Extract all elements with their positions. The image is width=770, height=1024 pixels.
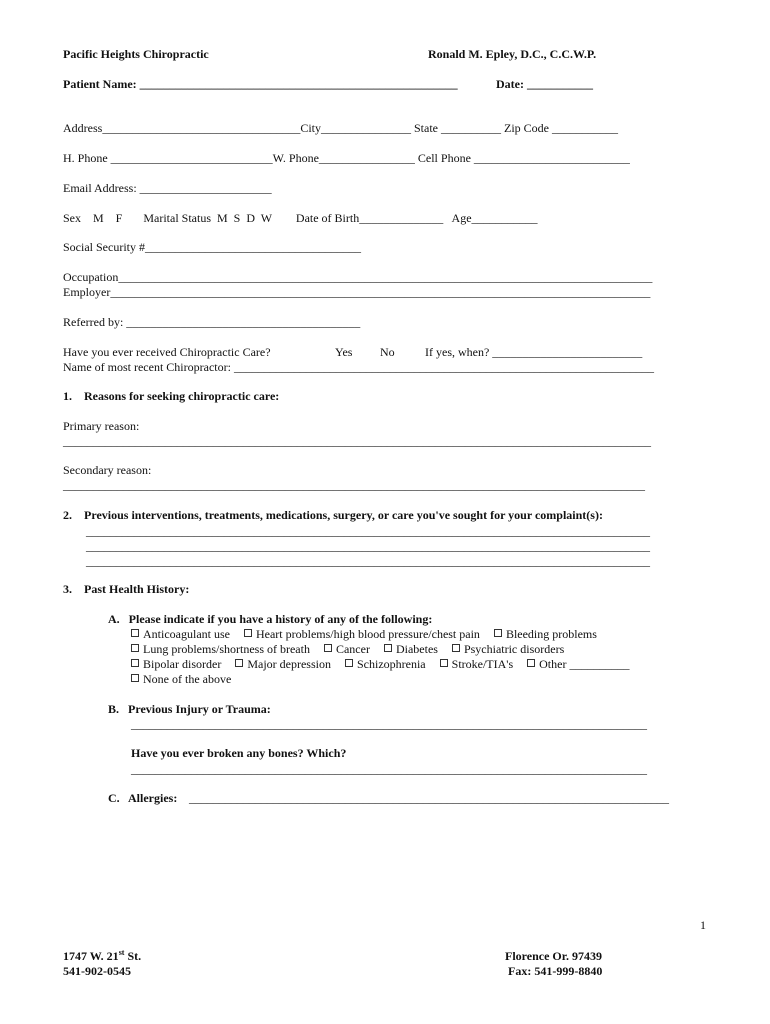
chiro-care-question: Have you ever received Chiropractic Care? <box>63 345 271 359</box>
conditions-row <box>131 672 245 687</box>
checkbox-icon[interactable] <box>452 644 460 652</box>
chiro-when-field[interactable]: If yes, when? _________________________ <box>425 345 643 359</box>
condition-checkbox[interactable]: Lung problems/shortness of breath <box>131 642 310 656</box>
allergies-label: C. Allergies: <box>108 791 178 805</box>
checkbox-icon[interactable] <box>131 674 139 682</box>
checkbox-icon[interactable] <box>244 629 252 637</box>
referred-by-field[interactable]: Referred by: _______________________________________ <box>63 315 361 329</box>
phone-row[interactable]: H. Phone ___________________________W. Phone________________ Cell Phone __________________________ <box>63 151 630 165</box>
checkbox-icon[interactable] <box>324 644 332 652</box>
condition-checkbox[interactable]: Major depression <box>235 657 331 671</box>
conditions-row <box>131 642 578 657</box>
checkbox-icon[interactable] <box>440 659 448 667</box>
address-row[interactable]: Address_________________________________City_______________ State __________ Zip Code ___________ <box>63 121 618 135</box>
checkbox-icon[interactable] <box>235 659 243 667</box>
chiro-no-option[interactable]: No <box>380 345 395 359</box>
checkbox-icon[interactable] <box>131 644 139 652</box>
primary-reason-label: Primary reason: <box>63 419 140 433</box>
broken-bones-question: Have you ever broken any bones? Which? <box>131 746 347 760</box>
patient-name-field[interactable]: Patient Name: _____________________________________________________ <box>63 77 458 91</box>
condition-checkbox[interactable]: Bleeding problems <box>494 627 597 641</box>
section1-heading: 1. Reasons for seeking chiropractic care: <box>63 389 280 403</box>
primary-reason-line[interactable]: __________________________________________________________________________________________________ <box>63 434 651 448</box>
checkbox-icon[interactable] <box>131 659 139 667</box>
condition-checkbox[interactable]: Diabetes <box>384 642 438 656</box>
section3a-heading: A. Please indicate if you have a history of any of the following: <box>108 612 433 626</box>
footer-phone: 541-902-0545 <box>63 964 131 978</box>
chiro-yes-option[interactable]: Yes <box>335 345 353 359</box>
email-field[interactable]: Email Address: ______________________ <box>63 181 272 195</box>
interventions-line-3[interactable]: ______________________________________________________________________________________________ <box>86 554 650 568</box>
injury-line[interactable]: ______________________________________________________________________________________ <box>131 717 647 731</box>
checkbox-icon[interactable] <box>345 659 353 667</box>
sex-marital-dob-row[interactable]: Sex M F Marital Status M S D W Date of Birth______________ Age___________ <box>63 211 538 225</box>
condition-checkbox[interactable]: Cancer <box>324 642 370 656</box>
checkbox-icon[interactable] <box>384 644 392 652</box>
footer-address: 1747 W. 21st St. <box>63 948 142 963</box>
footer-fax: Fax: 541-999-8840 <box>508 964 603 978</box>
condition-checkbox[interactable]: Stroke/TIA's <box>440 657 514 671</box>
conditions-row <box>131 627 611 642</box>
condition-checkbox[interactable]: Bipolar disorder <box>131 657 221 671</box>
checkbox-icon[interactable] <box>527 659 535 667</box>
recent-chiropractor-field[interactable]: Name of most recent Chiropractor: ______________________________________________________________________ <box>63 360 654 374</box>
secondary-reason-label: Secondary reason: <box>63 463 152 477</box>
date-field[interactable]: Date: ___________ <box>496 77 593 91</box>
section3b-heading: B. Previous Injury or Trauma: <box>108 702 271 716</box>
interventions-line-2[interactable]: ______________________________________________________________________________________________ <box>86 539 650 553</box>
section3-heading: 3. Past Health History: <box>63 582 190 596</box>
broken-bones-line[interactable]: ______________________________________________________________________________________ <box>131 762 647 776</box>
allergies-line[interactable]: ________________________________________________________________________________ <box>189 791 669 805</box>
doctor-name: Ronald M. Epley, D.C., C.C.W.P. <box>428 47 597 61</box>
occupation-field[interactable]: Occupation_________________________________________________________________________________________ <box>63 270 653 284</box>
page-number: 1 <box>700 918 706 932</box>
condition-checkbox[interactable]: Schizophrenia <box>345 657 426 671</box>
practice-name: Pacific Heights Chiropractic <box>63 47 209 61</box>
condition-checkbox[interactable]: Other __________ <box>527 657 629 671</box>
checkbox-icon[interactable] <box>494 629 502 637</box>
checkbox-icon[interactable] <box>131 629 139 637</box>
condition-checkbox[interactable]: None of the above <box>131 672 231 686</box>
section2-heading: 2. Previous interventions, treatments, medications, surgery, or care you've sought for your complaint(s): <box>63 508 603 522</box>
conditions-row <box>131 657 643 672</box>
ssn-field[interactable]: Social Security #____________________________________ <box>63 240 361 254</box>
condition-checkbox[interactable]: Psychiatric disorders <box>452 642 564 656</box>
interventions-line-1[interactable]: ______________________________________________________________________________________________ <box>86 524 650 538</box>
condition-checkbox[interactable]: Anticoagulant use <box>131 627 230 641</box>
condition-checkbox[interactable]: Heart problems/high blood pressure/chest pain <box>244 627 480 641</box>
footer-city: Florence Or. 97439 <box>505 949 602 963</box>
secondary-reason-line[interactable]: _________________________________________________________________________________________________ <box>63 478 645 492</box>
employer-field[interactable]: Employer__________________________________________________________________________________________ <box>63 285 651 299</box>
